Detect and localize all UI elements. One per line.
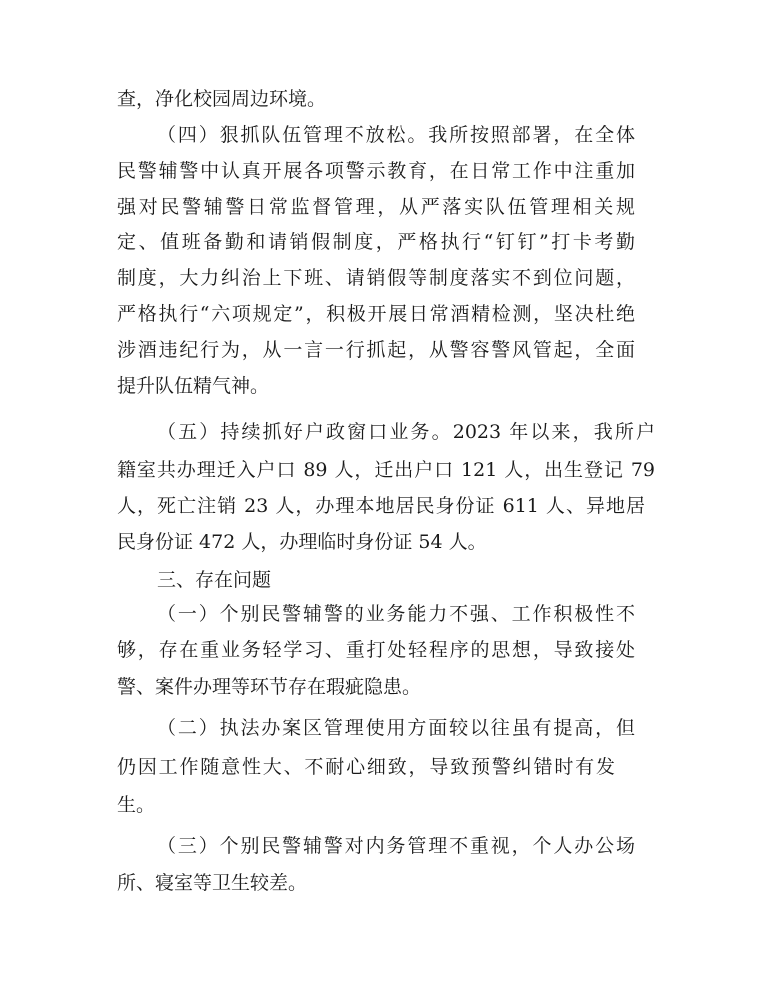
text-line: 提升队伍精气神。 [117, 375, 270, 397]
text-line: 查，净化校园周边环境。 [117, 88, 327, 110]
section-heading-5: （五）持续抓好户政窗口业务。2023 年以来，我所户 [157, 421, 655, 443]
text-line: 定、值班备勤和请销假制度，严格执行“钉钉”打卡考勤 [117, 231, 635, 253]
text-line: 民身份证 472 人，办理临时身份证 54 人。 [117, 531, 487, 553]
text-line: 制度，大力纠治上下班、请销假等制度落实不到位问题， [117, 267, 635, 289]
problem-item-2: （二）执法办案区管理使用方面较以往虽有提高，但 [157, 717, 635, 739]
problem-item-1: （一）个别民警辅警的业务能力不强、工作积极性不 [157, 603, 635, 625]
text-line: 强对民警辅警日常监督管理，从严落实队伍管理相关规 [117, 196, 635, 218]
text-line: 生。 [117, 794, 156, 816]
text-line: 所、寝室等卫生较差。 [117, 872, 308, 894]
section-heading-4: （四）狠抓队伍管理不放松。我所按照部署，在全体 [157, 124, 635, 146]
text-line: 人，死亡注销 23 人，办理本地居民身份证 611 人、异地居 [117, 495, 645, 517]
text-line: 涉酒违纪行为，从一言一行抓起，从警容警风管起，全面 [117, 339, 635, 361]
text-line: 籍室共办理迁入户口 89 人，迁出户口 121 人，出生登记 79 [117, 459, 655, 481]
text-line: 严格执行“六项规定”，积极开展日常酒精检测，坚决杜绝 [117, 303, 635, 325]
text-line: 警、案件办理等环节存在瑕疵隐患。 [117, 676, 422, 698]
text-line: 民警辅警中认真开展各项警示教育，在日常工作中注重加 [117, 160, 635, 182]
text-line: 仍因工作随意性大、不耐心细致，导致预警纠错时有发 [117, 756, 615, 778]
problem-item-3: （三）个别民警辅警对内务管理不重视，个人办公场 [157, 835, 635, 857]
text-line: 够，存在重业务轻学习、重打处轻程序的思想，导致接处 [117, 639, 635, 661]
section-title-problems: 三、存在问题 [157, 569, 272, 591]
